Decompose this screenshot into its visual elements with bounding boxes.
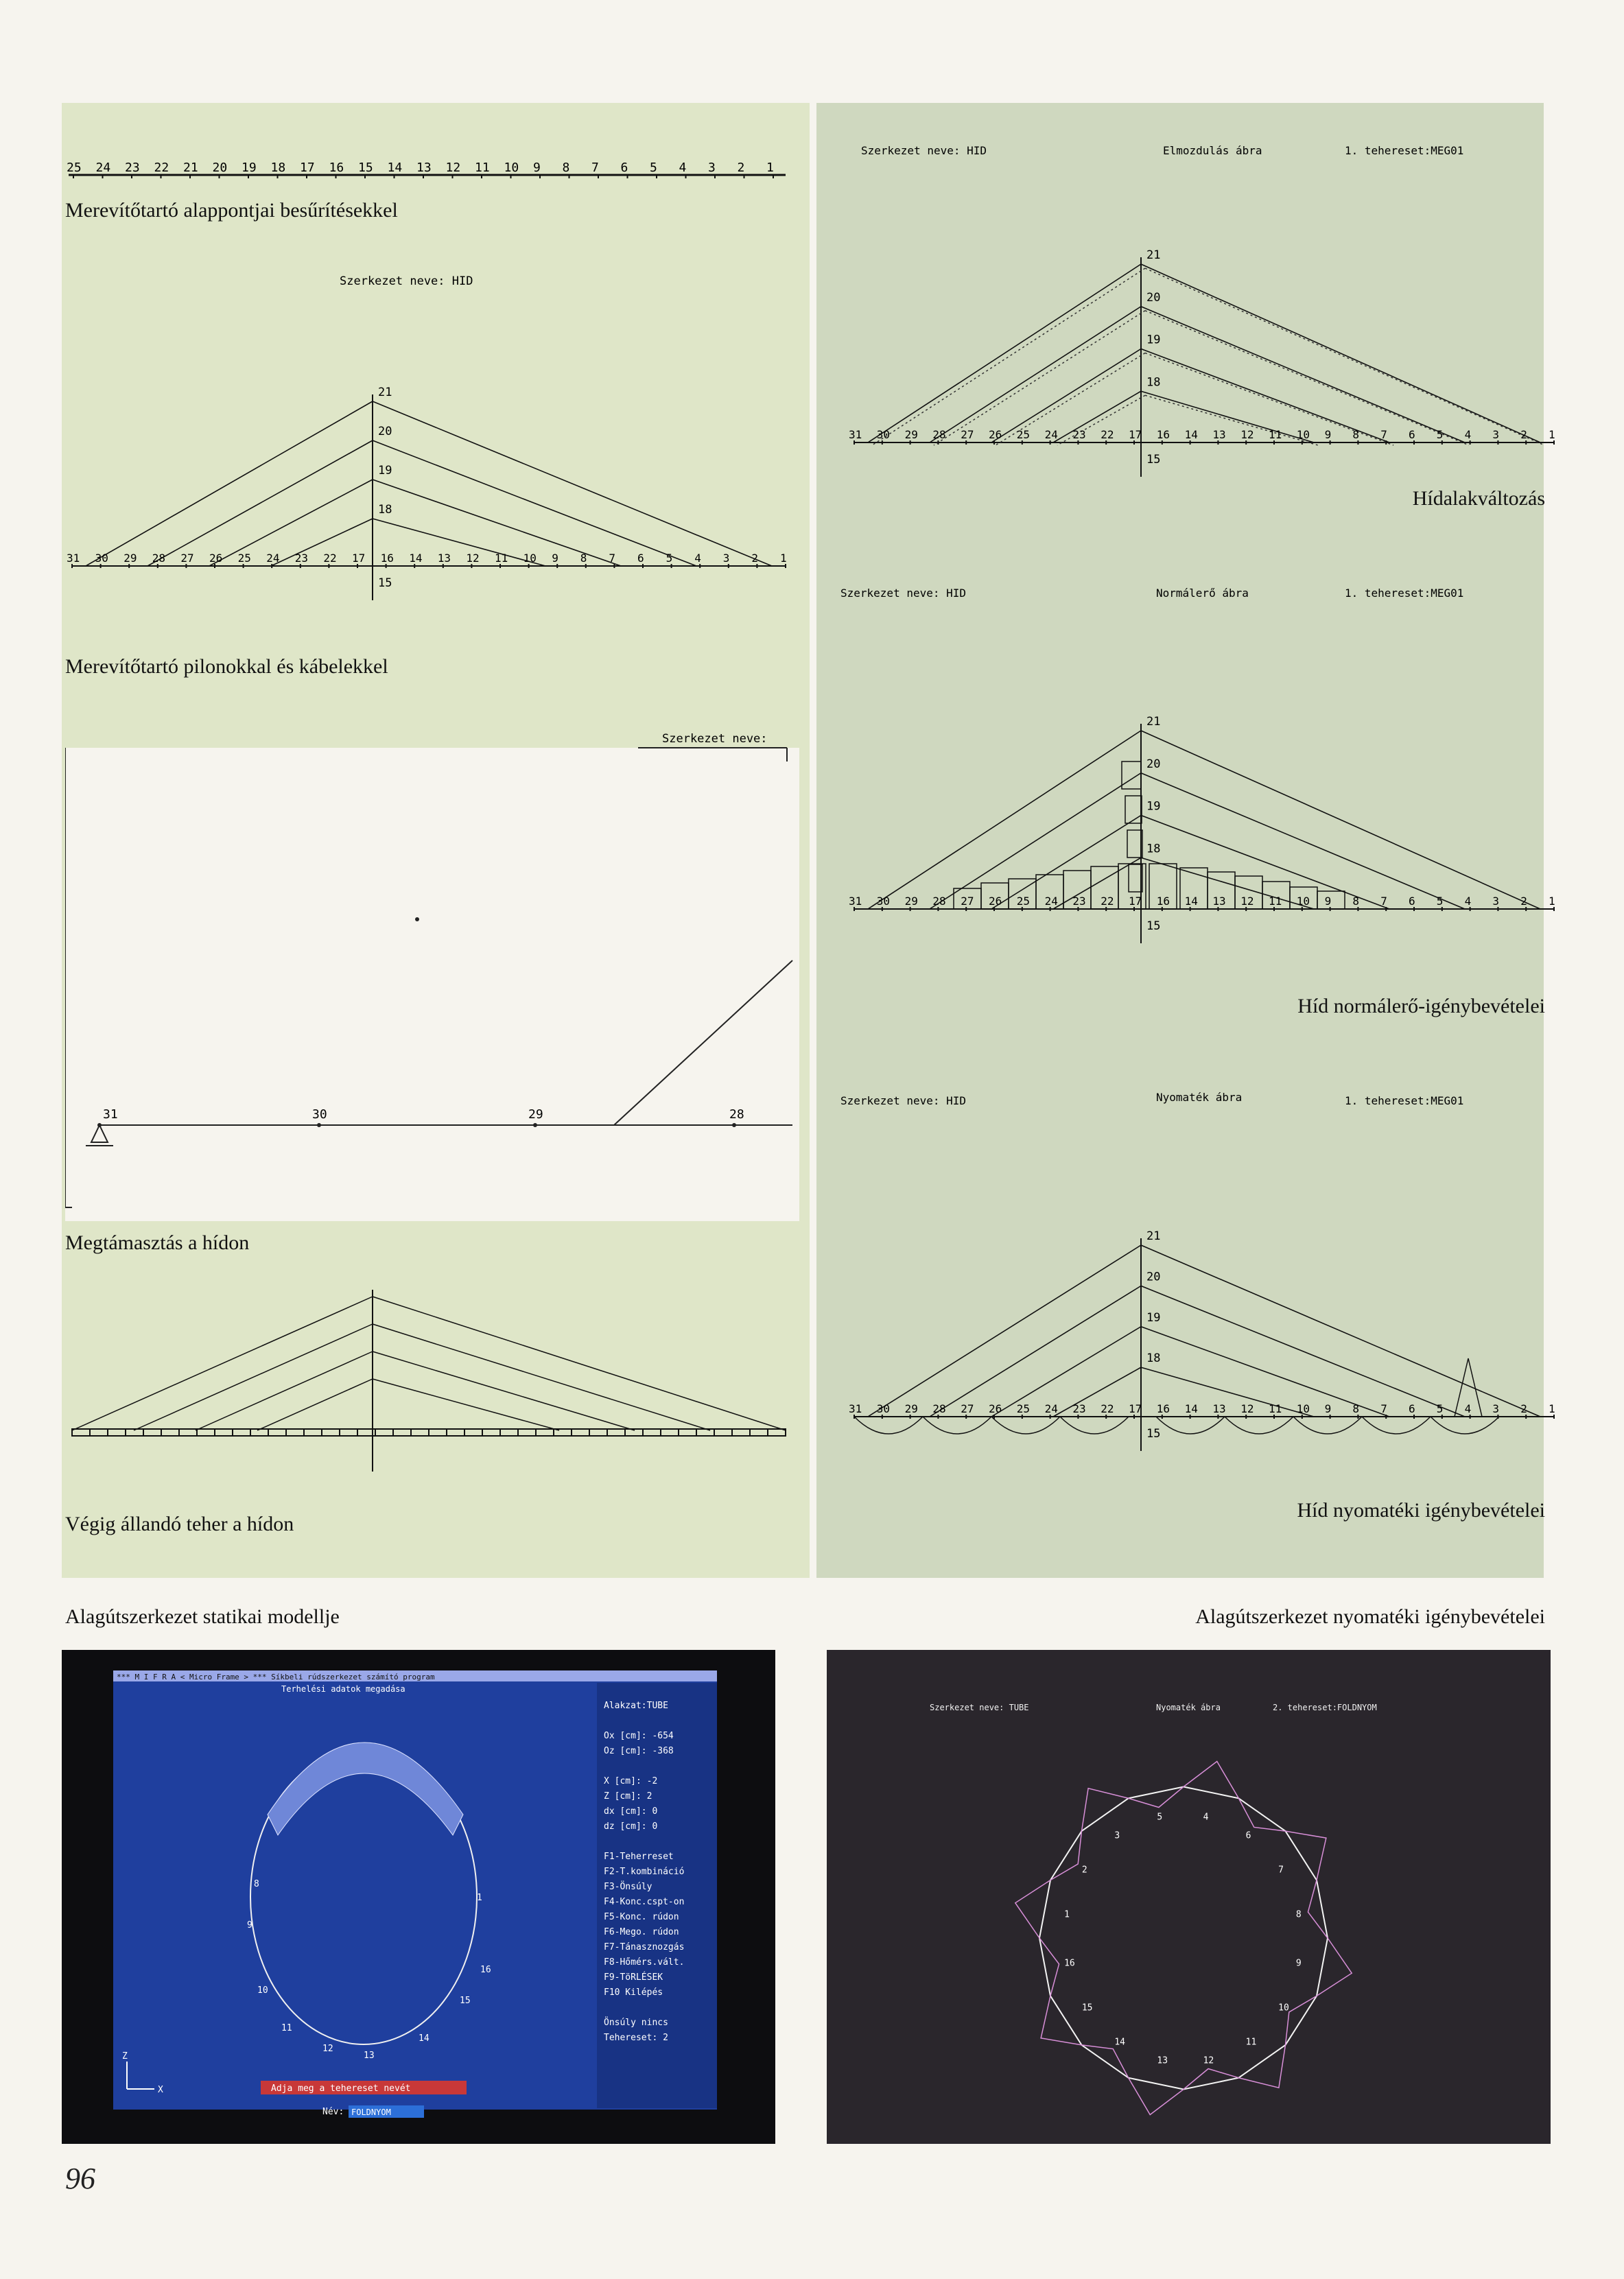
bridge-bottom-node: 26 <box>989 895 1002 908</box>
bridge-bottom-node: 23 <box>1072 895 1086 908</box>
bridge-bottom-node: 24 <box>1044 428 1058 441</box>
tube-moment-label: 4 <box>1203 1812 1209 1823</box>
bridge-top-node: 19 <box>1146 1310 1161 1325</box>
bridge-bottom-node: 5 <box>1436 428 1444 441</box>
tunnel-model-screen <box>62 1650 775 2144</box>
bridge-bottom-node: 17 <box>1129 895 1142 908</box>
bridge-bottom-node: 25 <box>1016 895 1031 908</box>
bridge-cable-displaced <box>872 268 1145 445</box>
bridge-bottom-node: 22 <box>1101 1402 1114 1415</box>
bridge-cable <box>991 1327 1141 1417</box>
tube-moment-label: 12 <box>1203 2055 1214 2066</box>
tube-node-label: 8 <box>254 1879 259 1889</box>
scale-label: 13 <box>416 161 432 175</box>
bridge-top-node: 18 <box>1146 1351 1161 1366</box>
bridge-bottom-node: 30 <box>95 552 108 565</box>
scale-label: 10 <box>504 161 519 175</box>
side-panel-line: F5-Konc. rúdon <box>604 1912 679 1922</box>
scale-label: 12 <box>445 161 461 175</box>
scale-label: 2 <box>737 161 745 175</box>
r1-header-name: Szerkezet neve: HID <box>861 144 987 157</box>
bridge-below-node: 15 <box>378 576 392 590</box>
bridge-bottom-node: 4 <box>1464 428 1472 441</box>
bridge-bottom-node: 22 <box>1101 428 1114 441</box>
bridge-bottom-node: 5 <box>666 552 673 565</box>
bridge-bottom-node: 14 <box>409 552 423 565</box>
normal-force-svg <box>834 576 1561 974</box>
scale-label: 1 <box>766 161 774 175</box>
screen-axis-x: X <box>158 2085 163 2095</box>
side-panel-line: Ox [cm]: -654 <box>604 1731 674 1741</box>
bridge-bottom-node: 7 <box>609 552 616 565</box>
tube-moment-label: 1 <box>1064 1909 1070 1920</box>
r2-header-case: 1. tehereset:MEG01 <box>1345 587 1464 600</box>
side-panel-line: Önsúly nincs <box>604 2018 668 2028</box>
tube-moment-label: 10 <box>1278 2003 1289 2014</box>
r2-header-type: Normálerő ábra <box>1156 587 1249 600</box>
scale-label: 14 <box>387 161 403 175</box>
bridge-bottom-node: 31 <box>849 1402 862 1415</box>
caption-megtamasztas: Megtámasztás a hídon <box>65 1231 250 1254</box>
bridge-bottom-node: 23 <box>1072 428 1086 441</box>
bridge-cable <box>1141 1245 1540 1417</box>
bridge-bottom-node: 2 <box>1520 428 1527 441</box>
bridge-bottom-node: 3 <box>1492 1402 1500 1415</box>
tube-moment-label: 14 <box>1114 2037 1125 2048</box>
caption-alagut-nyomateki: Alagútszerkezet nyomatéki igénybevételei <box>1195 1605 1545 1628</box>
bridge-bottom-node: 1 <box>1549 1402 1555 1415</box>
bridge-bottom-node: 5 <box>1436 1402 1444 1415</box>
r1-header-case: 1. tehereset:MEG01 <box>1345 144 1464 157</box>
load-cable <box>72 1297 373 1430</box>
scale-label: 16 <box>329 161 344 175</box>
scale-label: 11 <box>475 161 490 175</box>
bridge-bottom-node: 14 <box>1184 428 1198 441</box>
side-panel-line: X [cm]: -2 <box>604 1776 658 1786</box>
bridge-cable <box>1141 773 1465 909</box>
bridge-bottom-node: 2 <box>751 552 759 565</box>
bridge-cable <box>1053 1367 1141 1417</box>
side-panel-line: Z [cm]: 2 <box>604 1791 652 1802</box>
bridge-bottom-node: 28 <box>932 1402 946 1415</box>
bridge-bottom-node: 3 <box>1492 428 1500 441</box>
bridge-cable-displaced <box>1145 395 1318 445</box>
scale-label: 19 <box>242 161 257 175</box>
bridge-bottom-node: 29 <box>904 1402 918 1415</box>
pylon-force-box <box>1127 830 1142 858</box>
bridge-top-node: 21 <box>1146 715 1161 729</box>
displacement-figure <box>834 141 1561 484</box>
bridge-bottom-node: 28 <box>932 895 946 908</box>
bridge-bottom-node: 23 <box>294 552 309 565</box>
load-cable <box>134 1324 373 1430</box>
tube-node-label: 12 <box>322 2044 333 2054</box>
bridge-bottom-node: 25 <box>1016 428 1031 441</box>
bridge-bottom-node: 11 <box>1269 1402 1282 1415</box>
scale-label: 22 <box>154 161 169 175</box>
bridge-bottom-node: 31 <box>849 895 862 908</box>
bridge-bottom-node: 30 <box>876 895 891 908</box>
side-panel-line: dz [cm]: 0 <box>604 1821 658 1832</box>
caption-normalero: Híd normálerő-igénybevételei <box>1297 995 1545 1017</box>
bridge-bottom-node: 9 <box>1324 895 1332 908</box>
bridge-bottom-node: 9 <box>1324 428 1332 441</box>
bridge-cable <box>373 519 545 566</box>
tube-node-label: 14 <box>419 2033 429 2044</box>
bridge-cable <box>86 401 373 566</box>
bridge-top-node: 19 <box>1146 799 1161 814</box>
bridge-bottom-node: 16 <box>1156 1402 1170 1415</box>
bridge-bottom-node: 4 <box>1464 1402 1472 1415</box>
bridge-bottom-node: 9 <box>1324 1402 1332 1415</box>
side-panel-line: F8-Hőmérs.vált. <box>604 1957 685 1968</box>
screen-sub-text: Terhelési adatok megadása <box>281 1684 405 1694</box>
tube-moment-label: 2 <box>1081 1865 1087 1876</box>
bridge-bottom-node: 22 <box>1101 895 1114 908</box>
scale-label: 3 <box>708 161 716 175</box>
bridge-bottom-node: 23 <box>1072 1402 1086 1415</box>
bridge-top-node: 19 <box>378 464 392 477</box>
load-cable <box>373 1297 786 1430</box>
scale-label: 23 <box>125 161 140 175</box>
bridge-cable <box>930 1286 1141 1417</box>
bridge-below-node: 15 <box>1146 453 1161 467</box>
bridge-bottom-node: 29 <box>904 428 918 441</box>
bridge-top-node: 18 <box>378 503 392 517</box>
tunnel-model-svg <box>62 1650 775 2144</box>
bridge-bottom-node: 28 <box>932 428 946 441</box>
bridge-bottom-node: 14 <box>1184 1402 1198 1415</box>
bridge-bottom-node: 12 <box>1240 428 1254 441</box>
bridge-bottom-node: 4 <box>1464 895 1472 908</box>
bridge-cable <box>930 307 1141 442</box>
bridge-cable <box>373 401 772 566</box>
page-number: 96 <box>65 2162 95 2195</box>
scale-label: 4 <box>679 161 687 175</box>
tube-polygon <box>1039 1787 1328 2090</box>
support-node-31: 31 <box>103 1107 118 1122</box>
tube-moment-label: 16 <box>1064 1958 1075 1969</box>
tube-node-label: 10 <box>257 1985 268 1996</box>
tube-node-label: 15 <box>460 1996 471 2006</box>
screen-axis-z: Z <box>122 2051 128 2062</box>
bridge-cable <box>209 480 373 566</box>
moment-curve <box>854 1417 1499 1434</box>
side-panel-line: F6-Mego. rúdon <box>604 1927 679 1937</box>
bridge-bottom-node: 22 <box>323 552 337 565</box>
r1-header-type: Elmozdulás ábra <box>1163 144 1262 157</box>
bridge-bottom-node: 24 <box>1044 895 1058 908</box>
bridge-bottom-node: 11 <box>1269 895 1282 908</box>
caption-allando-teher: Végig állandó teher a hídon <box>65 1513 294 1535</box>
tube-node-label: 16 <box>480 1965 491 1975</box>
bridge-bottom-node: 11 <box>495 552 508 565</box>
caption-alagut-statikai: Alagútszerkezet statikai modellje <box>65 1605 340 1628</box>
bridge-bottom-node: 30 <box>876 1402 891 1415</box>
bridge-bottom-node: 24 <box>1044 1402 1058 1415</box>
bridge-bottom-node: 30 <box>876 428 891 441</box>
support-node-28: 28 <box>729 1107 744 1122</box>
scale-label: 7 <box>591 161 599 175</box>
bridge-top-node: 18 <box>1146 842 1161 856</box>
bridge-top-node: 19 <box>1146 333 1161 347</box>
bridge-bottom-node: 2 <box>1520 895 1527 908</box>
bridge-bottom-node: 17 <box>352 552 366 565</box>
tube-node-label: 13 <box>364 2051 375 2061</box>
bridge-top-node: 18 <box>1146 375 1161 390</box>
scale-label: 6 <box>620 161 628 175</box>
tube-moment-label: 8 <box>1295 1909 1302 1920</box>
bridge-bottom-node: 29 <box>904 895 918 908</box>
bridge-bottom-node: 26 <box>989 1402 1002 1415</box>
bridge-top-node: 20 <box>1146 1270 1161 1284</box>
caption-alappontok: Merevítőtartó alappontjai besűrítésekkel <box>65 199 398 222</box>
bridge-top-node: 21 <box>1146 1229 1161 1243</box>
normal-force-figure <box>834 576 1561 974</box>
bridge-bottom-node: 25 <box>1016 1402 1031 1415</box>
load-cable <box>373 1351 635 1430</box>
bridge-bottom-node: 13 <box>1212 895 1226 908</box>
tube-moment-label: 15 <box>1081 2003 1093 2014</box>
bridge-bottom-node: 31 <box>849 428 862 441</box>
side-panel-line: Oz [cm]: -368 <box>604 1746 674 1756</box>
bridge-bottom-node: 10 <box>1296 1402 1310 1415</box>
bridge-bottom-node: 6 <box>1409 1402 1415 1415</box>
bridge-bottom-node: 7 <box>1380 895 1387 908</box>
screen-title-text: *** M I F R A < Micro Frame > *** Síkbeli rúdszerkezet számító program <box>117 1673 435 1681</box>
moment-figure <box>834 1087 1561 1472</box>
pylon-force-box <box>1125 796 1142 823</box>
side-panel-line: F7-Tánasznozgás <box>604 1942 685 1952</box>
scale-label: 20 <box>212 161 228 175</box>
bridge-top-node: 21 <box>378 386 392 399</box>
bridge-bottom-node: 28 <box>152 552 166 565</box>
bridge-bottom-node: 26 <box>989 428 1002 441</box>
bridge-top-node: 20 <box>1146 757 1161 771</box>
bridge-bottom-node: 1 <box>780 552 787 565</box>
bridge-cable-displaced <box>1145 311 1469 445</box>
bridge-bottom-node: 13 <box>1212 1402 1226 1415</box>
displacement-svg <box>834 141 1561 484</box>
bridge-bottom-node: 10 <box>523 552 537 565</box>
bridge-cable <box>1053 858 1141 909</box>
tube-moment-label: 6 <box>1245 1830 1251 1841</box>
bridge-bottom-node: 16 <box>380 552 394 565</box>
bridge-bottom-node: 7 <box>1380 428 1387 441</box>
load-cable <box>257 1379 373 1430</box>
support-background <box>65 748 799 1221</box>
scale-label: 15 <box>358 161 373 175</box>
bridge-bottom-node: 10 <box>1296 895 1310 908</box>
r2-header-name: Szerkezet neve: HID <box>840 587 967 600</box>
tube-moment-label: 7 <box>1278 1865 1284 1876</box>
tube-node-label: 9 <box>247 1920 252 1930</box>
tube-node-label: 11 <box>281 2023 292 2033</box>
side-panel-line: F10 Kilépés <box>604 1987 663 1998</box>
load-cable <box>373 1324 710 1430</box>
load-cable <box>373 1379 559 1430</box>
bridge-cable <box>1141 1286 1465 1417</box>
support-node-30: 30 <box>312 1107 327 1122</box>
scale-figure <box>65 144 799 199</box>
bridge-bottom-node: 2 <box>1520 1402 1527 1415</box>
tube-header-name: Szerkezet neve: TUBE <box>930 1703 1029 1712</box>
bridge-bottom-node: 4 <box>694 552 701 565</box>
bridge-below-node: 15 <box>1146 1427 1161 1441</box>
bridge-top-node: 21 <box>1146 248 1161 262</box>
bridge-cable-displaced <box>1145 268 1544 445</box>
scale-svg <box>65 144 799 199</box>
bridge-bottom-node: 9 <box>552 552 558 565</box>
bridge-bottom-node: 8 <box>1352 1402 1360 1415</box>
bridge-cable <box>1141 731 1540 909</box>
tube-moment-label: 5 <box>1157 1812 1163 1823</box>
bridge-bottom-node: 27 <box>961 428 974 441</box>
moment-svg <box>834 1087 1561 1472</box>
screen-name-value: FOLDNYOM <box>351 2107 391 2117</box>
bridge-bottom-node: 3 <box>1492 895 1500 908</box>
bridge-cable <box>1141 307 1465 442</box>
bridge-bottom-node: 16 <box>1156 428 1170 441</box>
caption-hidalakvaltozas: Hídalakváltozás <box>1412 487 1545 510</box>
bridge-cable <box>991 349 1141 443</box>
support-node-29: 29 <box>528 1107 543 1122</box>
side-panel-line: F9-TöRLÉSEK <box>604 1972 663 1983</box>
fig2-header: Szerkezet neve: HID <box>340 274 473 288</box>
pylon-bridge-figure <box>65 271 799 655</box>
side-panel-line: Alakzat:TUBE <box>604 1701 668 1711</box>
tunnel-moment-screen <box>827 1650 1551 2144</box>
tube-moment-label: 9 <box>1295 1958 1302 1969</box>
support-svg <box>65 727 799 1221</box>
tube-moment-label: 11 <box>1245 2037 1257 2048</box>
screen-name-label: Név: <box>322 2107 344 2117</box>
side-panel-line: F1-Teherreset <box>604 1852 674 1862</box>
tube-moment-diagram <box>1015 1762 1352 2115</box>
bridge-bottom-node: 13 <box>437 552 451 565</box>
pylon-bridge-svg <box>65 271 799 655</box>
side-panel-line: F4-Konc.cspt-on <box>604 1897 685 1907</box>
bridge-bottom-node: 7 <box>1380 1402 1387 1415</box>
r3-header-case: 1. tehereset:MEG01 <box>1345 1094 1464 1107</box>
tunnel-moment-svg <box>827 1650 1551 2144</box>
bridge-bottom-node: 27 <box>961 895 974 908</box>
bridge-cable <box>148 440 373 566</box>
scale-label: 5 <box>650 161 657 175</box>
side-panel-line: F2-T.kombináció <box>604 1867 685 1877</box>
bridge-top-node: 20 <box>1146 290 1161 305</box>
bridge-bottom-node: 12 <box>466 552 480 565</box>
bridge-bottom-node: 11 <box>1269 428 1282 441</box>
tube-node-label: 1 <box>477 1893 482 1903</box>
tube-moment-label: 3 <box>1114 1830 1120 1841</box>
bridge-bottom-node: 12 <box>1240 1402 1254 1415</box>
side-panel-line: F3-Önsúly <box>604 1882 652 1892</box>
tube-moment-label: 13 <box>1157 2055 1168 2066</box>
bridge-bottom-node: 14 <box>1184 895 1198 908</box>
bridge-bottom-node: 6 <box>1409 428 1415 441</box>
caption-pilon: Merevítőtartó pilonokkal és kábelekkel <box>65 655 388 678</box>
bridge-bottom-node: 8 <box>580 552 587 565</box>
scale-label: 24 <box>95 161 111 175</box>
bridge-bottom-node: 26 <box>209 552 223 565</box>
bridge-bottom-node: 13 <box>1212 428 1226 441</box>
scale-label: 18 <box>270 161 286 175</box>
side-panel-line: Tehereset: 2 <box>604 2033 668 2043</box>
bridge-bottom-node: 25 <box>237 552 251 565</box>
bridge-bottom-node: 24 <box>266 552 280 565</box>
scale-label: 8 <box>562 161 570 175</box>
bridge-bottom-node: 8 <box>1352 895 1360 908</box>
bridge-cable <box>1141 264 1540 442</box>
bridge-bottom-node: 16 <box>1156 895 1170 908</box>
bridge-bottom-node: 17 <box>1129 1402 1142 1415</box>
bridge-cable <box>1053 391 1141 442</box>
caption-nyomateki: Híd nyomatéki igénybevételei <box>1297 1499 1545 1522</box>
bridge-bottom-node: 27 <box>180 552 194 565</box>
tube-header-case: 2. tehereset:FOLDNYOM <box>1273 1703 1377 1712</box>
bridge-bottom-node: 29 <box>123 552 137 565</box>
constant-load-svg <box>65 1276 799 1502</box>
scale-label: 17 <box>300 161 315 175</box>
bridge-bottom-node: 6 <box>1409 895 1415 908</box>
scale-label: 21 <box>183 161 198 175</box>
r3-header-name: Szerkezet neve: HID <box>840 1094 967 1107</box>
bridge-bottom-node: 5 <box>1436 895 1444 908</box>
support-header: Szerkezet neve: <box>662 732 768 746</box>
bridge-bottom-node: 1 <box>1549 895 1555 908</box>
bridge-bottom-node: 1 <box>1549 428 1555 441</box>
bridge-top-node: 20 <box>378 425 392 438</box>
bridge-bottom-node: 17 <box>1129 428 1142 441</box>
bridge-bottom-node: 6 <box>637 552 644 565</box>
bridge-bottom-node: 10 <box>1296 428 1310 441</box>
bridge-below-node: 15 <box>1146 919 1161 933</box>
bridge-bottom-node: 8 <box>1352 428 1360 441</box>
bridge-bottom-node: 12 <box>1240 895 1254 908</box>
tube-header-type: Nyomaték ábra <box>1156 1703 1221 1712</box>
side-panel-line: dx [cm]: 0 <box>604 1806 658 1817</box>
bridge-bottom-node: 27 <box>961 1402 974 1415</box>
bridge-cable <box>373 440 696 566</box>
bridge-bottom-node: 3 <box>722 552 730 565</box>
screen-prompt-text: Adja meg a tehereset nevét <box>271 2083 411 2094</box>
constant-load-figure <box>65 1276 799 1502</box>
scale-label: 9 <box>533 161 541 175</box>
bridge-bottom-node: 31 <box>67 552 80 565</box>
scale-label: 25 <box>67 161 82 175</box>
support-figure <box>65 727 799 1221</box>
r3-header-type: Nyomaték ábra <box>1156 1091 1243 1104</box>
